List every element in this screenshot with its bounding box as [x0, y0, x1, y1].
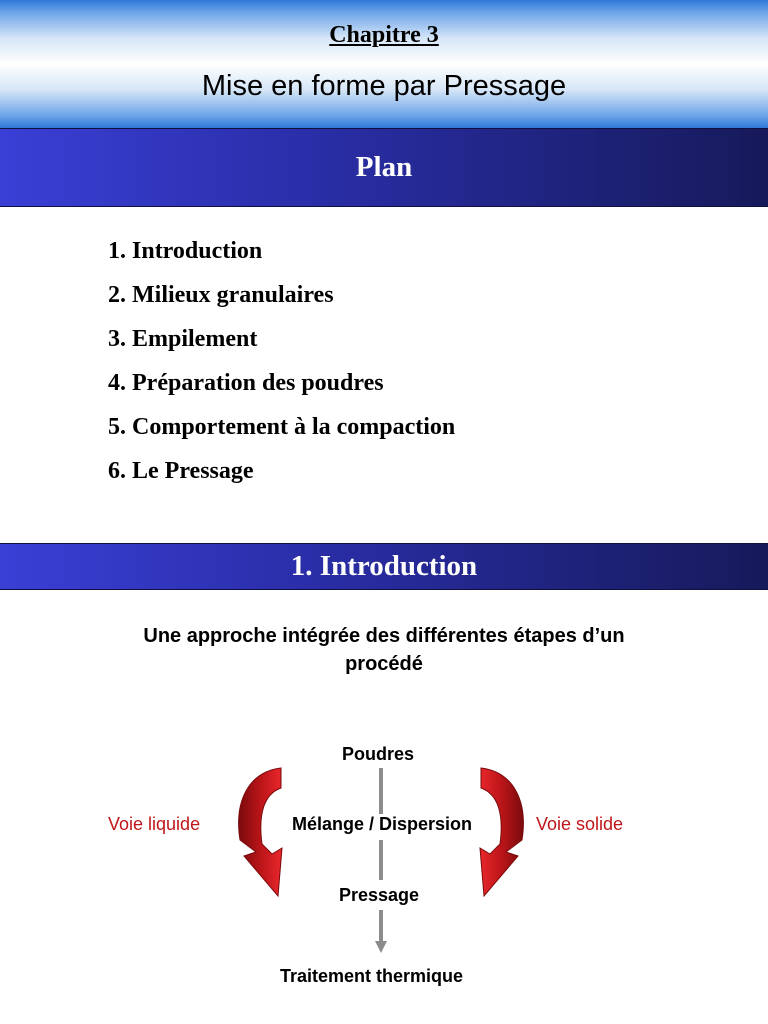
- plan-item: 6. Le Pressage: [108, 458, 254, 484]
- plan-item: 4. Préparation des poudres: [108, 370, 384, 396]
- chapter-label: Chapitre 3: [329, 22, 439, 48]
- plan-item: 1. Introduction: [108, 238, 263, 264]
- flow-arrow-head: [375, 941, 387, 953]
- subtitle-line: procédé: [345, 653, 423, 675]
- step-pressage: Pressage: [339, 885, 420, 905]
- plan-item: 5. Comportement à la compaction: [108, 414, 456, 440]
- subtitle-line: Une approche intégrée des différentes étapes d’un: [143, 625, 625, 647]
- step-poudres: Poudres: [342, 744, 415, 764]
- step-traitement-thermique: Traitement thermique: [280, 966, 464, 986]
- route-voie-solide: Voie solide: [536, 814, 624, 834]
- plan-list: [108, 235, 455, 499]
- plan-item: 3. Empilement: [108, 326, 258, 352]
- introduction-subtitle: [84, 622, 684, 678]
- plan-item: 2. Milieux granulaires: [108, 282, 334, 308]
- title-banner: [0, 0, 768, 128]
- curved-arrow-left-icon: [239, 768, 282, 896]
- process-diagram: [0, 730, 768, 1010]
- page-title: Mise en forme par Pressage: [201, 70, 567, 102]
- route-voie-liquide: Voie liquide: [108, 814, 201, 834]
- introduction-heading: 1. Introduction: [0, 543, 768, 590]
- plan-heading: Plan: [0, 128, 768, 207]
- curved-arrow-right-icon: [480, 768, 523, 896]
- step-melange-dispersion: Mélange / Dispersion: [292, 814, 473, 834]
